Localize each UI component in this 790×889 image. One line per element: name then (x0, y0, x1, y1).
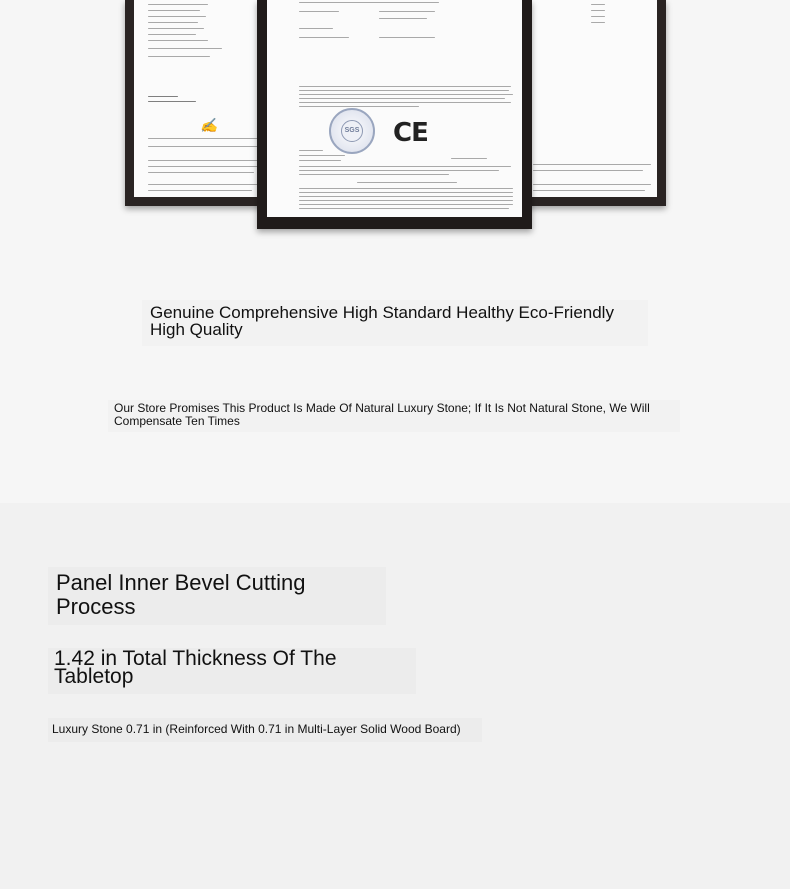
certificate-frame-left (125, 0, 275, 206)
promise-text: Our Store Promises This Product Is Made Of Natural Luxury Stone; If It Is Not Natural Stone, We Will Compensate Ten Times (114, 401, 650, 428)
composition-banner (48, 718, 482, 742)
sgs-seal-label: SGS (341, 120, 363, 142)
headline-text: Genuine Comprehensive High Standard Healthy Eco-Friendly High Quality (150, 303, 614, 339)
promise-banner (108, 400, 680, 432)
certificate-frame-center (257, 0, 532, 229)
thickness-banner (48, 648, 416, 694)
certificate-document-right (529, 0, 657, 197)
signature-mark-left: ✍ (200, 118, 218, 134)
certificate-frame-right (520, 0, 666, 206)
process-title: Panel Inner Bevel Cutting Process (56, 570, 306, 619)
sgs-seal-icon (329, 108, 375, 154)
process-title-banner (48, 567, 386, 625)
ce-mark-icon: CE (393, 118, 428, 148)
certificate-document-center (267, 0, 522, 217)
certificate-document-left (134, 0, 266, 197)
thickness-text: 1.42 in Total Thickness Of The Tabletop (54, 647, 337, 688)
headline-banner (142, 300, 648, 346)
composition-text: Luxury Stone 0.71 in (Reinforced With 0.71 in Multi-Layer Solid Wood Board) (52, 722, 461, 736)
process-section (0, 503, 790, 889)
